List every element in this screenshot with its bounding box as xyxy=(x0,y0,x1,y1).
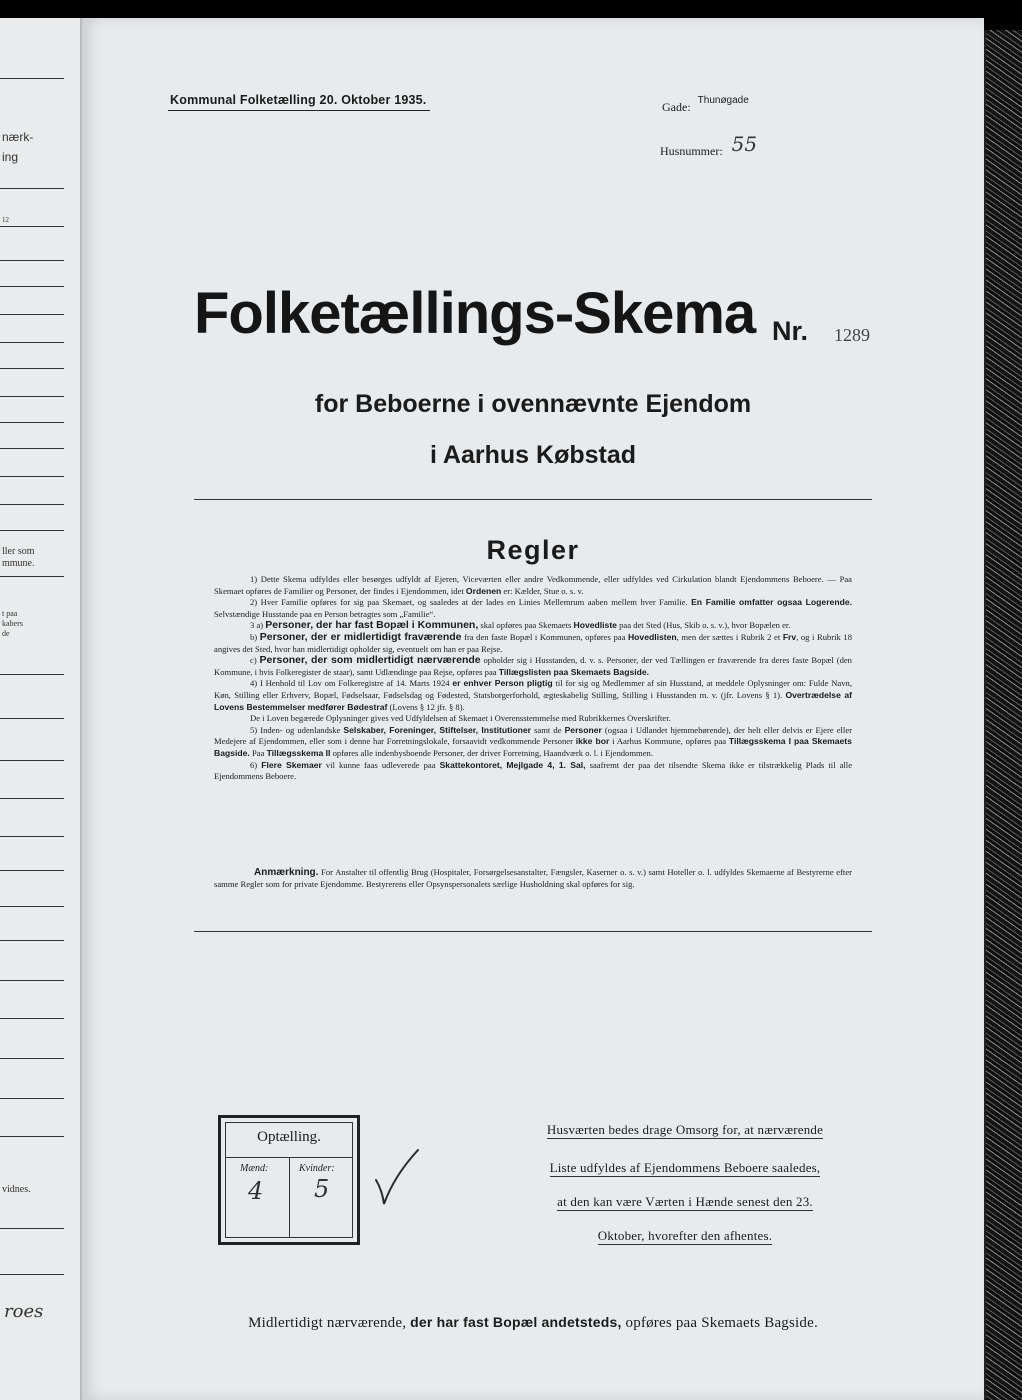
men-count-value: 4 xyxy=(248,1177,264,1205)
left-page-rule xyxy=(0,188,64,189)
left-page-rule xyxy=(0,1058,64,1059)
left-page-text: ller som xyxy=(2,546,35,557)
left-page-rule xyxy=(0,422,64,423)
house-number-label: Husnummer: xyxy=(660,144,723,158)
left-page-rule xyxy=(0,1018,64,1019)
form-subtitle-residents: for Beboerne i ovennævnte Ejendom xyxy=(314,390,752,418)
notice-line-3: at den kan være Værten i Hænde senest den 23. xyxy=(557,1194,813,1209)
remark-lead: Anmærkning. xyxy=(254,867,319,878)
left-page-handwriting: roes xyxy=(4,1301,44,1322)
handwritten-checkmark-icon xyxy=(374,1146,420,1210)
left-page-rule xyxy=(0,674,64,675)
left-page-rule xyxy=(0,342,64,343)
form-title: Folketællings-Skema xyxy=(194,281,756,346)
left-page-rule xyxy=(0,368,64,369)
left-page-rule xyxy=(0,1136,64,1137)
rule-4: 4) I Henhold til Lov om Folkeregistre af 14. Marts 1924 er enhver Person pligtig til for sig og Medlemmer af sin Husstand, at meddele Oplysninger om: Fulde Navn, Køn, Stilling eller Erhverv, Bopæl, Fødselsaar, Fødselsdag og Fødested, Statsborgerforhold, ægteskabelig Stilling, Stilling i Husstanden m. v. (jfr. Lovens § 1). Overtrædelse af Lovens Bestemmelser medfører Bødestraf (Lovens § 12 jfr. § 8). xyxy=(214,678,852,712)
left-page-rule xyxy=(0,870,64,871)
left-page-rule xyxy=(0,1274,64,1275)
left-page-text: t paa xyxy=(2,609,18,618)
left-page-rule xyxy=(0,78,64,79)
left-page-rule xyxy=(0,940,64,941)
marbled-book-edge xyxy=(984,30,1022,1400)
form-subtitle-city: i Aarhus Købstad xyxy=(429,441,637,469)
header-underline xyxy=(168,110,430,111)
count-box-title: Optælling. xyxy=(257,1129,321,1145)
left-page-text: vidnes. xyxy=(2,1184,31,1195)
left-page-text: ing xyxy=(2,150,19,164)
rule-5: 5) Inden- og udenlandske Selskaber, Foreninger, Stiftelser, Institutioner samt de Personer (ogsaa i Udlandet hjemmehørende), der helt eller delvis er Ejere eller Medejere af Ejendommen, eller som i denne har Forretningslokale, forsaavidt vedkommende Personer ikke bor i Aarhus Kommune, opføres paa Tillægsskema I paa Skemaets Bagside. Paa Tillægsskema II opføres alle indenbysboende Personer, der driver Forretning, Haandværk o. l. i Ejendommen. xyxy=(214,724,852,758)
left-page-rule xyxy=(0,476,64,477)
street-value: Thunøgade xyxy=(697,95,749,106)
divider-rule xyxy=(194,499,872,500)
rules-text xyxy=(214,574,852,783)
left-page-rule xyxy=(0,504,64,505)
women-count-value: 5 xyxy=(314,1175,330,1203)
street-label: Gade: xyxy=(662,100,691,114)
rule-4-extra: De i Loven begærede Oplysninger gives ved Udfyldelsen af Skemaet i Overensstemmelse med Rubrikkernes Overskrifter. xyxy=(250,713,671,724)
notice-line-2: Liste udfyldes af Ejendommens Beboere saaledes, xyxy=(549,1160,821,1175)
rule-3b: b) Personer, der er midlertidigt fraværende fra den faste Bopæl i Kommunen, opføres paa Hovedlisten, men der sættes i Rubrik 2 et Frv, og i Rubrik 18 angives det Sted, hvor han midlertidigt opholder sig, eventuelt om han er paa Rejse. xyxy=(214,630,852,654)
count-box-divider xyxy=(289,1157,290,1237)
left-page-rule xyxy=(0,530,64,531)
remark-paragraph xyxy=(214,867,852,890)
census-header-title: Kommunal Folketælling 20. Oktober 1935. xyxy=(170,93,427,107)
footer-note: Midlertidigt nærværende, der har fast Bopæl andetsteds, opføres paa Skemaets Bagside. xyxy=(248,1314,818,1331)
rule-6: 6) Flere Skemaer vil kunne faas udleverede paa Skattekontoret, Mejlgade 4, 1. Sal, saafremt der paa det tilsendte Skema ikke er tilstrækkelig Plads til alle Ejendommens Beboere. xyxy=(214,759,853,782)
left-page-text: 12 xyxy=(2,216,9,224)
left-page-rule xyxy=(0,798,64,799)
left-page-text: mmune. xyxy=(2,558,35,569)
left-page-text: de xyxy=(2,629,10,638)
divider-rule xyxy=(194,931,872,932)
left-page-text: kabers xyxy=(2,619,23,628)
left-page-rule xyxy=(0,576,64,577)
left-page-rule xyxy=(0,260,64,261)
rule-2: 2) Hver Familie opføres for sig paa Skemaet, og saaledes at der lades en Linies Mellemrum aaben mellem hver Familie. En Familie omfatter ogsaa Logerende. Selvstændige Husstande paa en Person betragtes som „Familie“. xyxy=(214,597,852,619)
left-page-rule xyxy=(0,1228,64,1229)
notice-line-4: Oktober, hvorefter den afhentes. xyxy=(597,1228,773,1243)
form-number-label: Nr. xyxy=(772,316,809,346)
census-form-page xyxy=(82,18,984,1400)
rule-1: 1) Dette Skema udfyldes eller besørges udfyldt af Ejeren, Viceværten eller andre Vedkommende, eller udfyldes ved Cirkulation blandt Ejendommens Beboere. — Paa Skemaet opføres de Familier og Personer, der findes i Ejendommen, idet Ordenen er: Kælder, Stue o. s. v. xyxy=(214,574,852,596)
left-page-rule xyxy=(0,718,64,719)
left-page-text: nærk- xyxy=(2,130,34,144)
left-page-rule xyxy=(0,1098,64,1099)
left-page-rule xyxy=(0,314,64,315)
count-box xyxy=(218,1115,360,1245)
left-page-rule xyxy=(0,396,64,397)
men-label: Mænd: xyxy=(240,1163,269,1174)
left-page-rule xyxy=(0,836,64,837)
left-facing-page xyxy=(0,18,82,1400)
left-page-rule xyxy=(0,760,64,761)
house-number-value: 55 xyxy=(731,132,758,156)
rule-3a: 3 a) Personer, der har fast Bopæl i Kommunen, skal opføres paa Skemaets Hovedliste paa det Sted (Hus, Skib o. s. v.), hvor Bopælen er. xyxy=(250,619,791,632)
street-row xyxy=(662,95,749,115)
women-label: Kvinder: xyxy=(299,1163,335,1174)
left-page-rule xyxy=(0,906,64,907)
form-number-value: 1289 xyxy=(834,325,870,345)
left-page-rule xyxy=(0,448,64,449)
house-number-row xyxy=(660,132,758,160)
rules-heading: Regler xyxy=(486,535,580,565)
left-page-rule xyxy=(0,226,64,227)
notice-line-1: Husværten bedes drage Omsorg for, at nærværende xyxy=(546,1122,824,1137)
remark-text: For Anstalter til offentlig Brug (Hospitaler, Forsørgelsesanstalter, Fængsler, Kaserner o. s. v.) samt Hoteller o. l. udfyldes Skemaerne af Bestyrerne efter samme Regler som for private Ejendomme. Bestyrerens eller Opsynspersonalets særlige Husholdning skal opføres for sig. xyxy=(214,867,852,889)
rule-3c: c) Personer, der som midlertidigt nærværende opholder sig i Husstanden, d. v. s. Personer, der ved Tællingen er fraværende fra deres faste Bopæl (den Kommune, i hvis Folkeregister de staar), samt Udlændinge paa Rejse, opføres paa Tillægslisten paa Skemaets Bagside. xyxy=(214,654,852,677)
left-page-rule xyxy=(0,286,64,287)
left-page-rule xyxy=(0,980,64,981)
